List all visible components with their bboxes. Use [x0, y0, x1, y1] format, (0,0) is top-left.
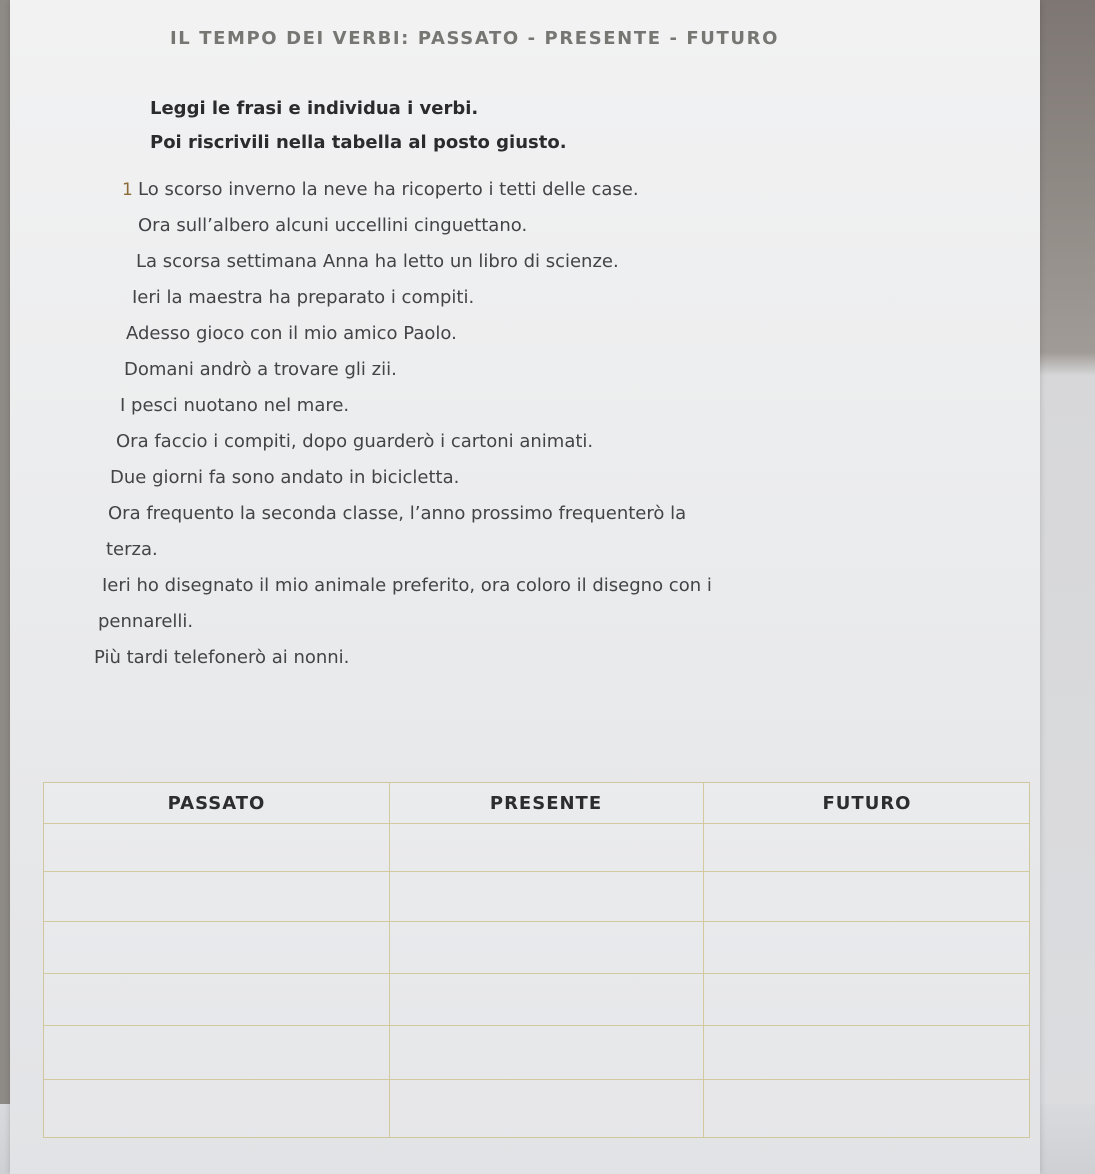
sentence-5: Adesso gioco con il mio amico Paolo.	[126, 323, 457, 344]
table-cell-r1-passato[interactable]	[45, 824, 389, 871]
table-cell-r2-futuro[interactable]	[704, 872, 1030, 921]
sentence-7: I pesci nuotano nel mare.	[120, 395, 350, 416]
table-cell-r5-presente[interactable]	[390, 1026, 703, 1079]
table-cell-r1-presente[interactable]	[390, 824, 703, 871]
table-header-passato: PASSATO	[167, 792, 266, 814]
sentence-3: La scorsa settimana Anna ha letto un libro di scienze.	[136, 251, 619, 272]
table-cell-r4-presente[interactable]	[390, 974, 703, 1025]
instruction-line-1: Leggi le frasi e individua i verbi.	[150, 98, 479, 119]
verb-tense-table	[43, 782, 1030, 1138]
table-cell-r6-futuro[interactable]	[704, 1080, 1030, 1138]
sentence-number-mark: 1	[122, 180, 133, 200]
table-cell-r5-passato[interactable]	[45, 1026, 389, 1079]
sentence-1	[90, 172, 1020, 208]
sentence-10: Ora frequento la seconda classe, l’anno prossimo frequenterò la	[108, 503, 687, 524]
table-cell-r3-futuro[interactable]	[704, 922, 1030, 973]
sentence-10-continued: terza.	[106, 539, 158, 560]
table-cell-r5-futuro[interactable]	[704, 1026, 1030, 1079]
sentence-4: Ieri la maestra ha preparato i compiti.	[132, 287, 475, 308]
table-cell-r3-presente[interactable]	[390, 922, 703, 973]
table-cell-r4-futuro[interactable]	[704, 974, 1030, 1025]
sentence-9: Due giorni fa sono andato in bicicletta.	[110, 467, 460, 488]
sentence-12: Più tardi telefonerò ai nonni.	[94, 647, 350, 668]
instruction-line-2: Poi riscrivili nella tabella al posto giusto.	[150, 132, 567, 153]
sentence-2: Ora sull’albero alcuni uccellini cinguettano.	[138, 215, 528, 236]
worksheet-sheet	[10, 0, 1040, 1174]
sentence-6: Domani andrò a trovare gli zii.	[124, 359, 397, 380]
table-cell-r2-passato[interactable]	[45, 872, 389, 921]
sentence-8: Ora faccio i compiti, dopo guarderò i cartoni animati.	[116, 431, 594, 452]
sentence-11-continued: pennarelli.	[98, 611, 194, 632]
sentence-list	[90, 172, 1020, 676]
table-cell-r2-presente[interactable]	[390, 872, 703, 921]
table-cell-r6-passato[interactable]	[45, 1080, 389, 1138]
instructions-block	[150, 92, 910, 160]
table-header-presente: PRESENTE	[489, 792, 603, 814]
sentence-text: Lo scorso inverno la neve ha ricoperto i tetti delle case.	[138, 179, 639, 200]
verb-tense-grid	[44, 783, 1029, 1137]
table-header-futuro: FUTURO	[822, 792, 912, 814]
worksheet-title: IL TEMPO DEI VERBI: PASSATO - PRESENTE - FUTURO	[170, 28, 779, 49]
sentence-11: Ieri ho disegnato il mio animale preferito, ora coloro il disegno con i	[102, 575, 712, 596]
table-cell-r1-futuro[interactable]	[704, 824, 1030, 871]
table-cell-r6-presente[interactable]	[390, 1080, 703, 1138]
table-cell-r3-passato[interactable]	[45, 922, 389, 973]
table-cell-r4-passato[interactable]	[45, 974, 389, 1025]
